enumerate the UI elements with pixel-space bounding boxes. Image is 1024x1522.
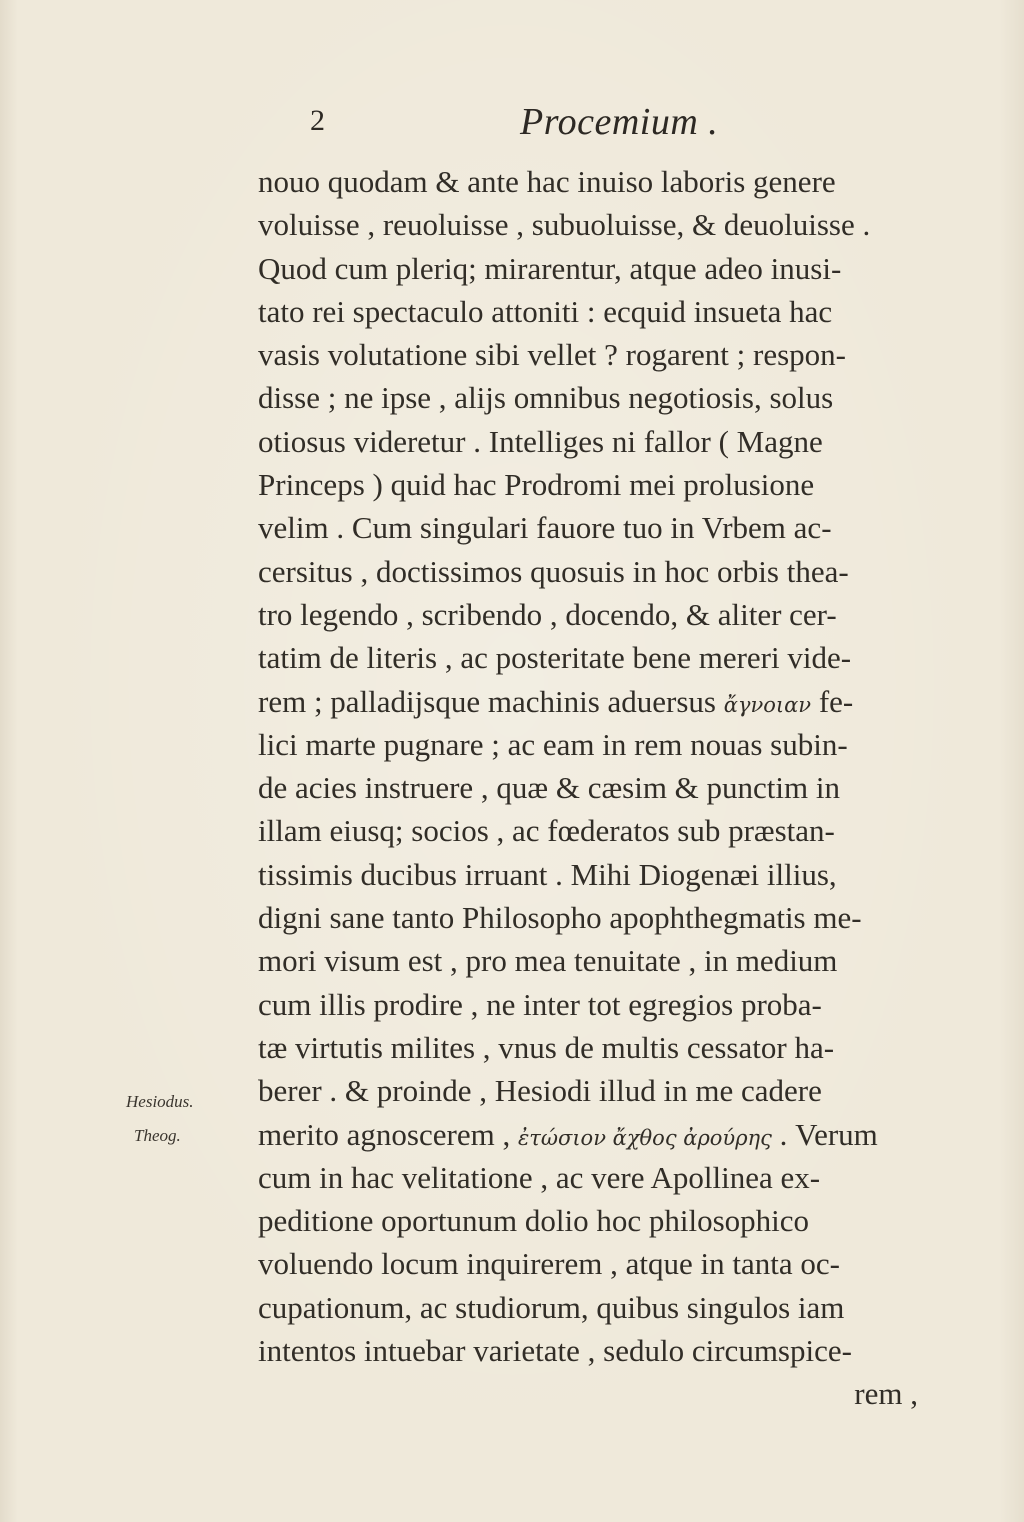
- text-line: digni sane tanto Philosopho apophthegmatis me-: [258, 900, 862, 936]
- text-line: tissimis ducibus irruant . Mihi Diogenæi illius,: [258, 856, 837, 892]
- text-line: voluendo locum inquirerem , atque in tanta oc-: [258, 1246, 840, 1282]
- text-line: tro legendo , scribendo , docendo, & aliter cer-: [258, 596, 837, 632]
- text-line: vasis volutatione sibi vellet ? rogarent ; respon-: [258, 337, 846, 373]
- margin-note-hesiodus: Hesiodus.: [126, 1092, 194, 1111]
- page-number: 2: [310, 104, 325, 137]
- marginal-notes: [126, 1085, 246, 1153]
- text-line: voluisse , reuoluisse , subuoluisse, & deuoluisse .: [258, 207, 871, 243]
- text-line: velim . Cum singulari fauore tuo in Vrbem ac-: [258, 510, 832, 546]
- text-line: disse ; ne ipse , alijs omnibus negotiosis, solus: [258, 380, 834, 416]
- text-line: Quod cum pleriq; mirarentur, atque adeo inusi-: [258, 250, 842, 286]
- greek-phrase-agnoian: ἄγνοιαν: [723, 692, 812, 717]
- text-line: intentos intuebar varietate , sedulo circumspice-: [258, 1333, 852, 1369]
- text-line: cersitus , doctissimos quosuis in hoc orbis thea-: [258, 553, 849, 589]
- text-line: illam eiusq; socios , ac fœderatos sub præstan-: [258, 813, 835, 849]
- text-line: tatim de literis , ac posteritate bene mereri vide-: [258, 640, 852, 676]
- margin-note-theogonia: Theog.: [134, 1126, 181, 1145]
- text-line: berer . & proinde , Hesiodi illud in me cadere: [258, 1073, 822, 1109]
- text-line: cupationum, ac studiorum, quibus singulos iam: [258, 1289, 845, 1325]
- catchword: rem ,: [854, 1376, 918, 1412]
- text-line: peditione oportunum dolio hoc philosophico: [258, 1203, 810, 1239]
- text-segment: merito agnoscerem ,: [258, 1116, 511, 1152]
- page-header: [0, 100, 1024, 150]
- text-segment: rem ; palladijsque machinis aduersus: [258, 683, 716, 719]
- text-line: otiosus videretur . Intelliges ni fallor ( Magne: [258, 423, 823, 459]
- text-line: tato rei spectaculo attoniti : ecquid insueta hac: [258, 293, 833, 329]
- text-line: cum in hac velitatione , ac vere Apollinea ex-: [258, 1159, 821, 1195]
- text-line: de acies instruere , quæ & cæsim & punctim in: [258, 770, 841, 806]
- running-title: Procemium .: [520, 101, 719, 143]
- text-line: [258, 1113, 958, 1156]
- text-segment: fe-: [818, 683, 854, 719]
- text-line: [258, 680, 958, 723]
- greek-phrase-hesiod: ἐτώσιον ἄχθος ἀρούρης: [517, 1125, 772, 1150]
- text-line: cum illis prodire , ne inter tot egregios proba-: [258, 986, 822, 1022]
- text-line: lici marte pugnare ; ac eam in rem nouas subin-: [258, 726, 848, 762]
- text-line: tæ virtutis milites , vnus de multis cessator ha-: [258, 1029, 835, 1065]
- body-text: [258, 160, 958, 1416]
- text-line: mori visum est , pro mea tenuitate , in medium: [258, 943, 838, 979]
- text-segment: . Verum: [779, 1116, 878, 1152]
- text-line: Princeps ) quid hac Prodromi mei prolusione: [258, 467, 815, 503]
- text-line: nouo quodam & ante hac inuiso laboris genere: [258, 164, 836, 199]
